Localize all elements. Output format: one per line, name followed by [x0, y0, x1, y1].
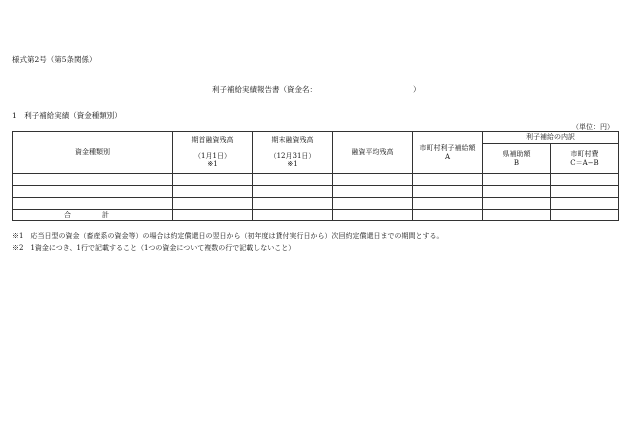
header-beginning-note: ※1 — [207, 160, 218, 169]
report-title-prefix: 利子補給実績報告書（資金名： — [212, 85, 317, 94]
total-cell[interactable] — [173, 210, 253, 221]
total-cell[interactable] — [253, 210, 333, 221]
table-cell[interactable] — [551, 186, 619, 198]
table-row — [13, 186, 619, 198]
header-average-balance-label: 融資平均残高 — [351, 148, 394, 157]
table-cell[interactable] — [333, 198, 413, 210]
table-cell[interactable] — [253, 186, 333, 198]
header-row-top — [13, 132, 619, 144]
table-cell[interactable] — [173, 186, 253, 198]
header-ending-note: ※1 — [287, 160, 298, 169]
header-ending-balance — [253, 132, 333, 174]
header-municipal-cost — [551, 144, 619, 174]
form-number: 様式第2号（第5条関係） — [12, 55, 97, 64]
header-municipal-subsidy-label: 市町村利子補給額 — [419, 143, 476, 152]
header-beginning-balance — [173, 132, 253, 174]
header-breakdown-group — [483, 132, 619, 144]
header-ending-date: （12月31日） — [269, 151, 316, 160]
table-row — [13, 174, 619, 186]
table-cell[interactable] — [173, 174, 253, 186]
total-cell[interactable] — [413, 210, 483, 221]
table-cell[interactable] — [551, 198, 619, 210]
header-municipal-subsidy — [413, 132, 483, 174]
header-municipal-cost-code: C＝A−B — [570, 158, 599, 167]
table-cell[interactable] — [253, 198, 333, 210]
table-cell[interactable] — [551, 174, 619, 186]
table-cell[interactable] — [253, 174, 333, 186]
report-title-suffix: ） — [413, 85, 421, 94]
header-average-balance — [333, 132, 413, 174]
header-beginning-date: （1月1日） — [194, 151, 231, 160]
table-cell[interactable] — [333, 174, 413, 186]
header-prefecture-grant-code: B — [513, 158, 520, 167]
table-cell[interactable] — [13, 198, 173, 210]
unit-note: （単位：円） — [572, 123, 614, 131]
table-cell[interactable] — [13, 174, 173, 186]
table-cell[interactable] — [413, 186, 483, 198]
total-label — [13, 210, 173, 221]
total-cell[interactable] — [333, 210, 413, 221]
header-breakdown-label: 利子補給の内訳 — [526, 133, 575, 142]
header-beginning-balance-label: 期首融資残高 — [191, 135, 234, 144]
table-cell[interactable] — [173, 198, 253, 210]
header-prefecture-grant-label: 県補助額 — [502, 149, 531, 158]
table-cell[interactable] — [413, 174, 483, 186]
table-row — [13, 198, 619, 210]
header-municipal-cost-label: 市町村費 — [570, 149, 599, 158]
section-title: 1 利子補給実績（資金種類別） — [12, 111, 122, 120]
header-ending-balance-label: 期末融資残高 — [271, 135, 314, 144]
subsidy-results-table — [12, 131, 619, 221]
report-title — [212, 84, 421, 95]
total-cell[interactable] — [483, 210, 551, 221]
footnote-1: ※1 応当日型の資金（畜産系の資金等）の場合は約定償還日の翌日から（初年度は貸付実行日から）次回約定償還日までの期間とする。 — [12, 232, 444, 240]
table-cell[interactable] — [483, 174, 551, 186]
header-prefecture-grant — [483, 144, 551, 174]
header-fund-type-label: 資金種類別 — [75, 148, 110, 157]
footnote-2: ※2 1資金につき、1行で記載すること（1つの資金について複数の行で記載しないこと） — [12, 244, 296, 252]
table-cell[interactable] — [483, 198, 551, 210]
total-cell[interactable] — [551, 210, 619, 221]
total-label-text: 合 計 — [64, 210, 121, 219]
table-cell[interactable] — [333, 186, 413, 198]
header-municipal-subsidy-code: A — [444, 152, 451, 161]
header-fund-type — [13, 132, 173, 174]
total-row — [13, 210, 619, 221]
table-cell[interactable] — [483, 186, 551, 198]
table-cell[interactable] — [413, 198, 483, 210]
table-cell[interactable] — [13, 186, 173, 198]
